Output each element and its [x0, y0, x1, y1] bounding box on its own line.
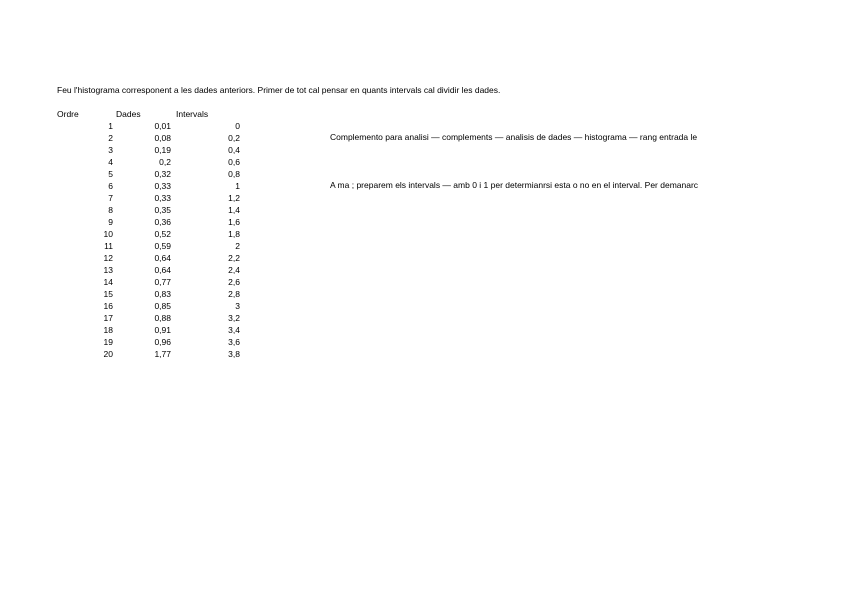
interval-cell: 0,2 — [228, 133, 240, 143]
header-dades: Dades — [116, 109, 141, 119]
intervals-column — [195, 120, 240, 360]
interval-cell: 2,8 — [228, 289, 240, 299]
interval-cell: 2,4 — [228, 265, 240, 275]
dades-cell: 0,08 — [154, 133, 171, 143]
interval-cell: 2 — [235, 241, 240, 251]
dades-cell: 0,64 — [154, 265, 171, 275]
ordre-cell: 17 — [103, 313, 113, 323]
interval-cell: 3,6 — [228, 337, 240, 347]
ordre-cell: 7 — [108, 193, 113, 203]
ordre-cell: 3 — [108, 145, 113, 155]
interval-cell: 0,4 — [228, 145, 240, 155]
dades-cell: 0,96 — [154, 337, 171, 347]
dades-cell: 0,2 — [159, 157, 171, 167]
ordre-cell: 2 — [108, 133, 113, 143]
ordre-cell: 19 — [103, 337, 113, 347]
dades-cell: 0,83 — [154, 289, 171, 299]
ordre-cell: 10 — [103, 229, 113, 239]
ordre-cell: 18 — [103, 325, 113, 335]
ordre-cell: 6 — [108, 181, 113, 191]
ordre-cell: 15 — [103, 289, 113, 299]
header-ordre: Ordre — [57, 109, 79, 119]
interval-cell: 1,6 — [228, 217, 240, 227]
ordre-cell: 9 — [108, 217, 113, 227]
dades-cell: 1,77 — [154, 349, 171, 359]
ordre-column — [80, 120, 113, 360]
header-intervals: Intervals — [176, 109, 209, 119]
interval-cell: 1,4 — [228, 205, 240, 215]
interval-cell: 1 — [235, 181, 240, 191]
dades-cell: 0,85 — [154, 301, 171, 311]
ordre-cell: 5 — [108, 169, 113, 179]
interval-cell: 0,6 — [228, 157, 240, 167]
interval-cell: 0 — [235, 121, 240, 131]
dades-cell: 0,01 — [154, 121, 171, 131]
dades-cell: 0,59 — [154, 241, 171, 251]
interval-cell: 0,8 — [228, 169, 240, 179]
ordre-cell: 14 — [103, 277, 113, 287]
dades-cell: 0,35 — [154, 205, 171, 215]
ordre-cell: 11 — [104, 241, 113, 251]
ordre-cell: 16 — [103, 301, 113, 311]
interval-cell: 2,6 — [228, 277, 240, 287]
ordre-cell: 12 — [103, 253, 113, 263]
dades-cell: 0,19 — [154, 145, 171, 155]
dades-cell: 0,64 — [154, 253, 171, 263]
dades-cell: 0,33 — [154, 181, 171, 191]
ordre-cell: 20 — [103, 349, 113, 359]
ordre-cell: 13 — [103, 265, 113, 275]
interval-cell: 3 — [235, 301, 240, 311]
interval-cell: 1,8 — [228, 229, 240, 239]
dades-cell: 0,36 — [154, 217, 171, 227]
interval-cell: 3,4 — [228, 325, 240, 335]
ordre-cell: 4 — [108, 157, 113, 167]
dades-cell: 0,52 — [154, 229, 171, 239]
ordre-cell: 8 — [108, 205, 113, 215]
note-intervals: A ma ; preparem els intervals — amb 0 i 1 per determianrsi esta o no en el interval. Per demanarc — [330, 180, 699, 190]
note-complements: Complemento para analisi — complements — analisis de dades — histograma — rang entrada le — [330, 132, 698, 142]
interval-cell: 3,2 — [228, 313, 240, 323]
dades-cell: 0,77 — [154, 277, 171, 287]
dades-cell: 0,32 — [154, 169, 171, 179]
dades-cell: 0,91 — [154, 325, 171, 335]
dades-column — [130, 120, 171, 360]
interval-cell: 1,2 — [228, 193, 240, 203]
dades-cell: 0,33 — [154, 193, 171, 203]
instruction-text: Feu l'histograma corresponent a les dades anteriors. Primer de tot cal pensar en quants intervals cal dividir les dades. — [57, 85, 501, 95]
interval-cell: 2,2 — [228, 253, 240, 263]
interval-cell: 3,8 — [228, 349, 240, 359]
dades-cell: 0,88 — [154, 313, 171, 323]
ordre-cell: 1 — [108, 121, 113, 131]
